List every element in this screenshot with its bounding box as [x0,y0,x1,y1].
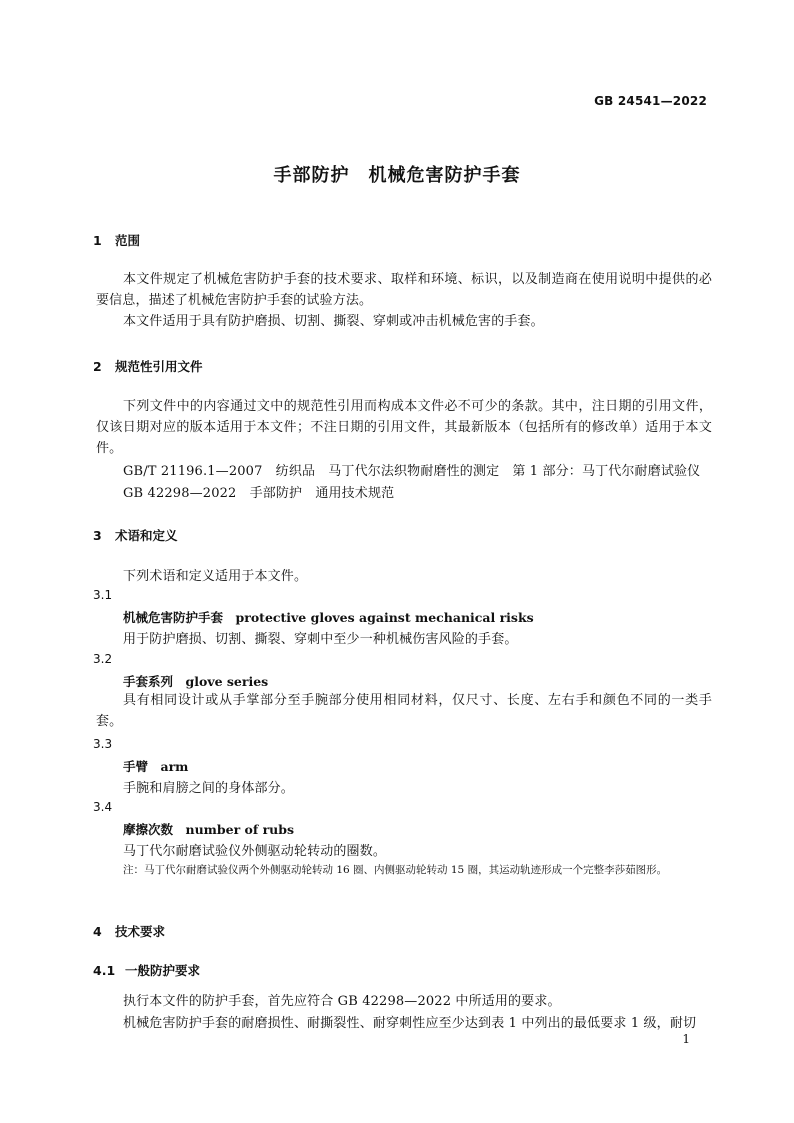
section-2-heading [93,357,203,375]
standard-number: GB 24541—2022 [594,94,707,108]
term-definition: 具有相同设计或从手掌部分至手腕部分使用相同材料，仅尺寸、长度、左右手和颜色不同的一类手套。 [96,693,712,729]
subsection-number: 4.1 [93,963,116,978]
term-title: 机械危害防护手套 protective gloves against mechanical risks [123,610,534,625]
section-1-heading [93,231,140,249]
document-title: 手部防护 机械危害防护手套 [273,165,521,186]
term-title: 手臂 arm [123,759,189,774]
section-title: 规范性引用文件 [115,359,203,374]
term-definition: 马丁代尔耐磨试验仪外侧驱动轮转动的圈数。 [123,844,387,859]
section-number: 3 [93,528,102,543]
section-number: 4 [93,924,102,939]
term-definition: 手腕和肩膀之间的身体部分。 [123,781,294,796]
section-number: 1 [93,233,102,248]
term-title: 摩擦次数 number of rubs [123,822,295,837]
subsection-4-1-heading [93,961,200,979]
paragraph: 机械危害防护手套的耐磨损性、耐撕裂性、耐穿刺性应至少达到表 1 中列出的最低要求 1 级，耐切 [123,1016,697,1031]
subsection-title: 一般防护要求 [125,963,201,978]
term-title: 手套系列 glove series [123,674,269,689]
section-3-heading [93,526,178,544]
paragraph: 本文件规定了机械危害防护手套的技术要求、取样和环境、标识，以及制造商在使用说明中提供的必要信息，描述了机械危害防护手套的试验方法。 [96,272,712,308]
reference-item: GB/T 21196.1—2007 纺织品 马丁代尔法织物耐磨性的测定 第 1 部分：马丁代尔耐磨试验仪 [123,464,701,479]
term-number: 3.3 [93,737,113,751]
term-number: 3.2 [93,652,113,666]
section-title: 技术要求 [115,924,166,939]
page-number: 1 [682,1032,690,1046]
term-note: 注：马丁代尔耐磨试验仪两个外侧驱动轮转动 16 圈、内侧驱动轮转动 15 圈，其运动轨迹形成一个完整李莎茹图形。 [123,864,668,876]
paragraph: 执行本文件的防护手套，首先应符合 GB 42298—2022 中所适用的要求。 [123,994,561,1009]
section-number: 2 [93,359,102,374]
reference-item: GB 42298—2022 手部防护 通用技术规范 [123,486,395,501]
paragraph: 下列文件中的内容通过文中的规范性引用而构成本文件必不可少的条款。其中，注日期的引用文件，仅该日期对应的版本适用于本文件；不注日期的引用文件，其最新版本（包括所有的修改单）适用于本文件。 [96,399,712,456]
term-number: 3.1 [93,588,113,602]
term-number: 3.4 [93,800,113,814]
paragraph: 本文件适用于具有防护磨损、切割、撕裂、穿刺或冲击机械危害的手套。 [123,314,544,329]
section-title: 范围 [115,233,141,248]
section-4-heading [93,922,165,940]
paragraph: 下列术语和定义适用于本文件。 [123,569,308,584]
section-title: 术语和定义 [115,528,178,543]
term-definition: 用于防护磨损、切割、撕裂、穿刺中至少一种机械伤害风险的手套。 [123,632,518,647]
